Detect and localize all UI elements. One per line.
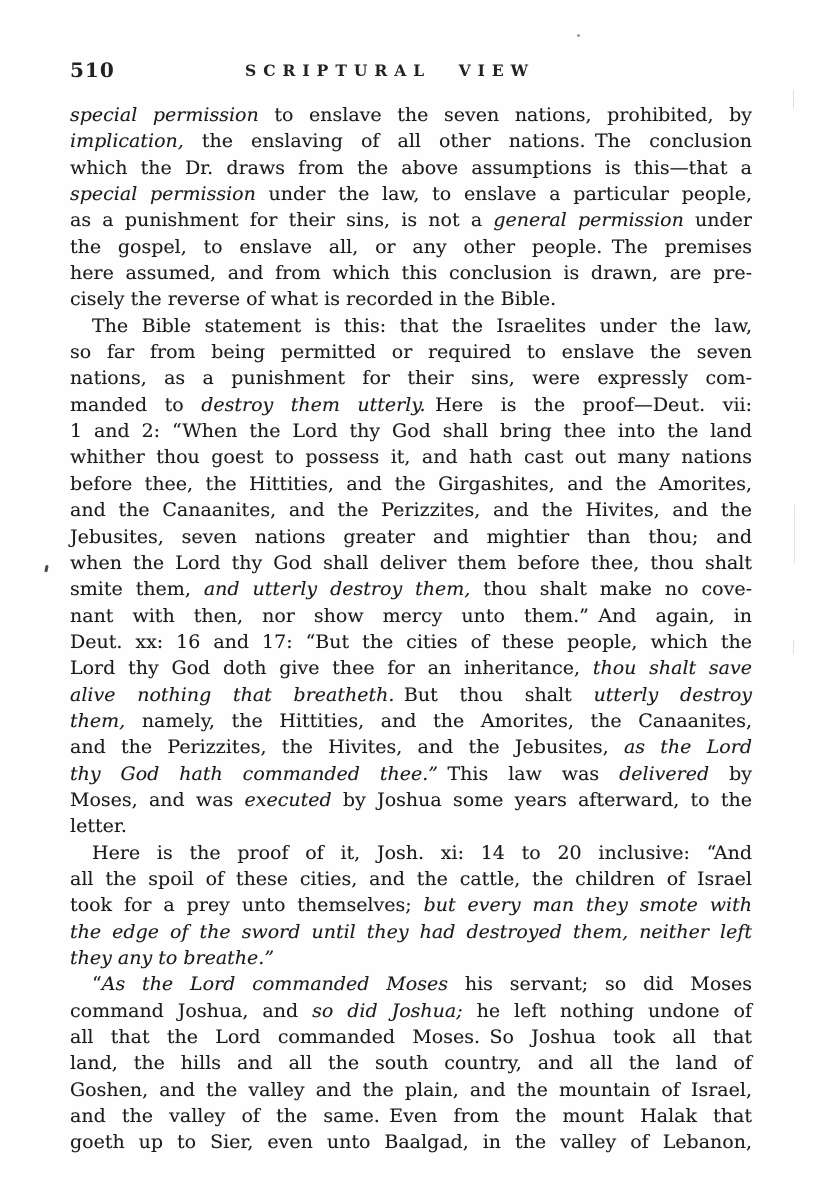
body-text: 1 and 2: “When the Lord thy God shall bring thee into the land	[70, 420, 752, 443]
text-line	[70, 471, 752, 497]
paragraph	[70, 840, 752, 972]
body-text: nations, as a punishment for their sins, were expressly com-	[70, 367, 752, 390]
body-text: land, the hills and all the south country, and all the land of	[70, 1052, 752, 1075]
text-line	[70, 1129, 752, 1155]
text-line	[70, 313, 752, 339]
scan-artifact-edge-scratch	[793, 640, 794, 654]
body-text: to enslave the seven nations, prohibited, by	[258, 104, 753, 126]
text-line	[70, 866, 752, 892]
text-line	[70, 840, 752, 866]
text-line	[70, 971, 752, 997]
running-head: SCRIPTURAL VIEW	[245, 61, 536, 80]
text-line	[70, 629, 752, 655]
text-line	[70, 234, 752, 260]
body-text: smite them,	[70, 578, 204, 601]
text-line	[70, 128, 752, 154]
text-line	[70, 655, 752, 681]
italic-text: thou shalt save	[592, 657, 752, 680]
text-line	[70, 919, 752, 945]
body-text: by	[709, 762, 752, 785]
body-text: Jebusites, seven nations greater and mightier than thou; and	[70, 525, 752, 548]
text-line	[70, 576, 752, 602]
text-line	[70, 998, 752, 1024]
body-text: he left nothing undone of	[462, 999, 752, 1022]
text-line	[70, 761, 752, 787]
body-text: Moses, and was	[70, 788, 245, 811]
italic-text: but every man they smote with	[423, 894, 753, 917]
body-text: manded to	[70, 393, 202, 416]
italic-text: general permission	[493, 209, 684, 232]
body-text: the enslaving of all other nations. The conclusion	[183, 130, 752, 153]
text-line	[70, 1024, 752, 1050]
italic-text: special permission	[70, 104, 259, 126]
italic-text: they any to breathe.”	[70, 947, 275, 969]
body-text: his servant; so did Moses	[447, 973, 753, 996]
body-text: Here is the proof of it, Josh. xi: 14 to 20 inclusive: “And	[92, 841, 752, 864]
paragraph	[70, 971, 752, 1155]
italic-text: special permission	[70, 183, 256, 206]
body-text: and the Canaanites, and the Perizzites, and the Hivites, and the	[70, 499, 752, 522]
italic-text: as the Lord	[623, 736, 752, 759]
body-text: under	[683, 209, 752, 232]
body-text: Here is the proof—Deut. vii:	[425, 393, 752, 416]
text-line	[70, 418, 752, 444]
body-text: which the Dr. draws from the above assumptions is this—that a	[70, 156, 752, 179]
paragraph	[70, 102, 752, 313]
body-text: and the valley of the same. Even from the mount Halak that	[70, 1105, 752, 1128]
text-block	[70, 102, 752, 1156]
text-line	[70, 155, 752, 181]
italic-text: As the Lord commanded Moses	[101, 973, 448, 996]
body-text: nant with then, nor show mercy unto them.” And again, in	[70, 604, 752, 627]
text-line	[70, 207, 752, 233]
text-line	[70, 392, 752, 418]
italic-text: utterly destroy	[593, 683, 753, 706]
scan-artifact-dot	[577, 34, 580, 37]
italic-text: destroy them utterly.	[201, 393, 426, 416]
text-line	[70, 1077, 752, 1103]
body-text: all the spoil of these cities, and the cattle, the children of Israel	[70, 867, 752, 890]
text-line	[70, 339, 752, 365]
body-text: took for a prey unto themselves;	[70, 894, 424, 917]
body-text: Goshen, and the valley and the plain, and the mountain of Israel,	[70, 1078, 752, 1101]
body-text: the gospel, to enslave all, or any other people. The premises	[70, 235, 752, 258]
body-text: all that the Lord commanded Moses. So Joshua took all that	[70, 1026, 752, 1049]
text-line	[70, 892, 752, 918]
text-line	[70, 945, 752, 971]
body-text: under the law, to enslave a particular people,	[255, 183, 753, 206]
italic-text: implication,	[70, 130, 184, 153]
text-line	[70, 181, 752, 207]
body-text: But thou shalt	[394, 683, 594, 706]
italic-text: executed	[244, 788, 332, 811]
text-line	[70, 444, 752, 470]
italic-text: them,	[70, 709, 126, 732]
italic-text: alive nothing that breatheth.	[70, 683, 395, 706]
body-text: thou shalt make no cove-	[470, 578, 752, 601]
text-line	[70, 603, 752, 629]
scan-artifact-margin-mark	[44, 565, 48, 572]
italic-text: delivered	[619, 762, 710, 785]
text-line	[70, 286, 752, 312]
body-text: as a punishment for their sins, is not a	[70, 209, 494, 232]
body-text: and the Perizzites, the Hivites, and the Jebusites,	[70, 736, 624, 759]
body-text: command Joshua, and	[70, 999, 313, 1022]
text-line	[70, 260, 752, 286]
text-line	[70, 1103, 752, 1129]
body-text: when the Lord thy God shall deliver them before thee, thou shalt	[70, 551, 752, 574]
body-text: here assumed, and from which this conclusion is drawn, are pre-	[70, 262, 752, 285]
italic-text: so did Joshua;	[312, 999, 463, 1022]
text-line	[70, 497, 752, 523]
text-line	[70, 708, 752, 734]
body-text: This law was	[438, 762, 620, 785]
body-text: goeth up to Sier, even unto Baalgad, in the valley of Lebanon,	[70, 1131, 752, 1154]
text-line	[70, 734, 752, 760]
body-text: Deut. xx: 16 and 17: “But the cities of these people, which the	[70, 630, 752, 653]
text-line	[70, 550, 752, 576]
body-text: “	[92, 973, 102, 996]
body-text: letter.	[70, 815, 127, 838]
body-text: by Joshua some years afterward, to the	[331, 788, 752, 811]
text-line	[70, 102, 752, 128]
scan-artifact-edge-scratch	[794, 505, 795, 563]
body-text: before thee, the Hittities, and the Girgashites, and the Amorites,	[70, 472, 752, 495]
body-text: cisely the reverse of what is recorded in the Bible.	[70, 288, 557, 311]
text-line	[70, 813, 752, 839]
text-line	[70, 682, 752, 708]
body-text: namely, the Hittities, and the Amorites, the Canaanites,	[125, 709, 752, 732]
page-number: 510	[70, 58, 115, 82]
body-text: Lord thy God doth give thee for an inheritance,	[70, 657, 593, 680]
text-line	[70, 1050, 752, 1076]
italic-text: the edge of the sword until they had destroyed them, neither left	[70, 920, 752, 943]
scan-artifact-edge-scratch	[793, 90, 794, 108]
text-line	[70, 524, 752, 550]
body-text: so far from being permitted or required to enslave the seven	[70, 341, 752, 364]
italic-text: thy God hath commanded thee.”	[70, 762, 438, 785]
text-line	[70, 787, 752, 813]
body-text: whither thou goest to possess it, and hath cast out many nations	[70, 446, 752, 469]
body-text: The Bible statement is this: that the Israelites under the law,	[92, 314, 752, 337]
text-line	[70, 365, 752, 391]
paragraph	[70, 313, 752, 840]
italic-text: and utterly destroy them,	[203, 578, 471, 601]
